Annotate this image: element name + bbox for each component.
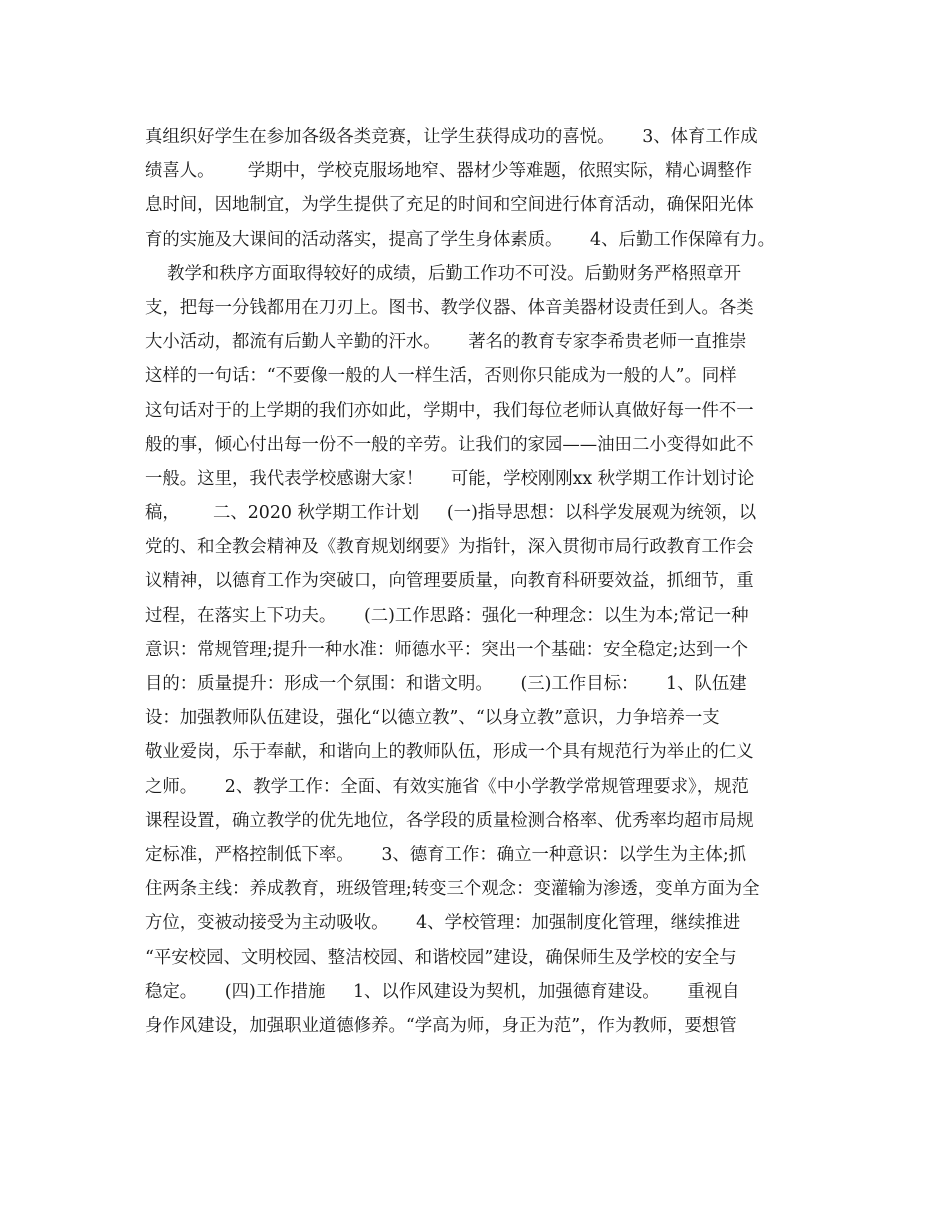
text-line: 息时间，因地制宜，为学生提供了充足的时间和空间进行体育活动，确保阳光体: [145, 195, 754, 216]
document-body: [145, 120, 825, 1043]
text-line: 身作风建设，加强职业道德修养。“学高为师，身正为范”，作为教师，要想管: [145, 1015, 737, 1036]
text-line: 真组织好学生在参加各级各类竞赛，让学生获得成功的喜悦。 3、体育工作成: [145, 127, 758, 147]
text-line: 般的事，倾心付出每一份不一般的辛劳。让我们的家园——油田二小变得如此不: [145, 434, 754, 455]
text-line: 之师。 2、教学工作：全面、有效实施省《中小学教学常规管理要求》，规范: [145, 776, 749, 797]
text-line: 意识：常规管理;提升一种水准：师德水平：突出一个基础：安全稳定;达到一个: [145, 639, 749, 660]
text-line: 稳定。 (四)工作措施 1、以作风建设为契机，加强德育建设。 重视自: [145, 981, 740, 1002]
text-line: 方位，变被动接受为主动吸收。 4、学校管理：加强制度化管理，继续推进: [145, 913, 741, 934]
text-line: 这样的一句话：“不要像一般的人一样生活，否则你只能成为一般的人”。同样: [145, 366, 737, 387]
text-line: 定标准，严格控制低下率。 3、德育工作：确立一种意识：以学生为主体;抓: [145, 844, 747, 865]
text-line: 绩喜人。 学期中，学校克服场地窄、器材少等难题，依照实际，精心调整作: [145, 161, 753, 182]
text-line: 设：加强教师队伍建设，强化“以德立教”、“以身立教”意识，力争培养一支: [145, 708, 720, 729]
text-line: 这句话对于的上学期的我们亦如此，学期中，我们每位老师认真做好每一件不一: [145, 400, 754, 421]
text-line: 目的：质量提升：形成一个氛围：和谐文明。 (三)工作目标： 1、队伍建: [145, 674, 747, 694]
text-line: 支，把每一分钱都用在刀刃上。图书、教学仪器、体音美器材设责任到人。各类: [145, 297, 754, 318]
text-line: 大小活动，都流有后勤人辛勤的汗水。 著名的教育专家李希贵老师一直推崇: [145, 332, 747, 353]
text-line: 过程，在落实上下功夫。 (二)工作思路：强化一种理念：以生为本;常记一种: [145, 605, 749, 626]
text-line: 议精神，以德育工作为突破口，向管理要质量，向教育科研要效益，抓细节，重: [145, 571, 754, 592]
text-line: 党的、和全教会精神及《教育规划纲要》为指针，深入贯彻市局行政教育工作会: [145, 537, 754, 558]
text-line: “平安校园、文明校园、整洁校园、和谐校园”建设，确保师生及学校的安全与: [145, 947, 737, 968]
text-line: 敬业爱岗，乐于奉献，和谐向上的教师队伍，形成一个具有规范行为举止的仁义: [145, 742, 754, 763]
text-line: 住两条主线：养成教育，班级管理;转变三个观念：变灌输为渗透，变单方面为全: [145, 879, 760, 900]
text-line: 一般。这里，我代表学校感谢大家！ 可能，学校刚刚xx 秋学期工作计划讨论: [145, 468, 755, 489]
text-line: 稿， 二、2020 秋学期工作计划 (一)指导思想：以科学发展观为统领，以: [145, 503, 757, 524]
text-line: 教学和秩序方面取得较好的成绩，后勤工作功不可没。后勤财务严格照章开: [145, 263, 742, 284]
text-line: 育的实施及大课间的活动落实，提高了学生身体素质。 4、后勤工作保障有力。: [145, 229, 775, 250]
text-line: 课程设置，确立教学的优先地位，各学段的质量检测合格率、优秀率均超市局规: [145, 810, 754, 831]
